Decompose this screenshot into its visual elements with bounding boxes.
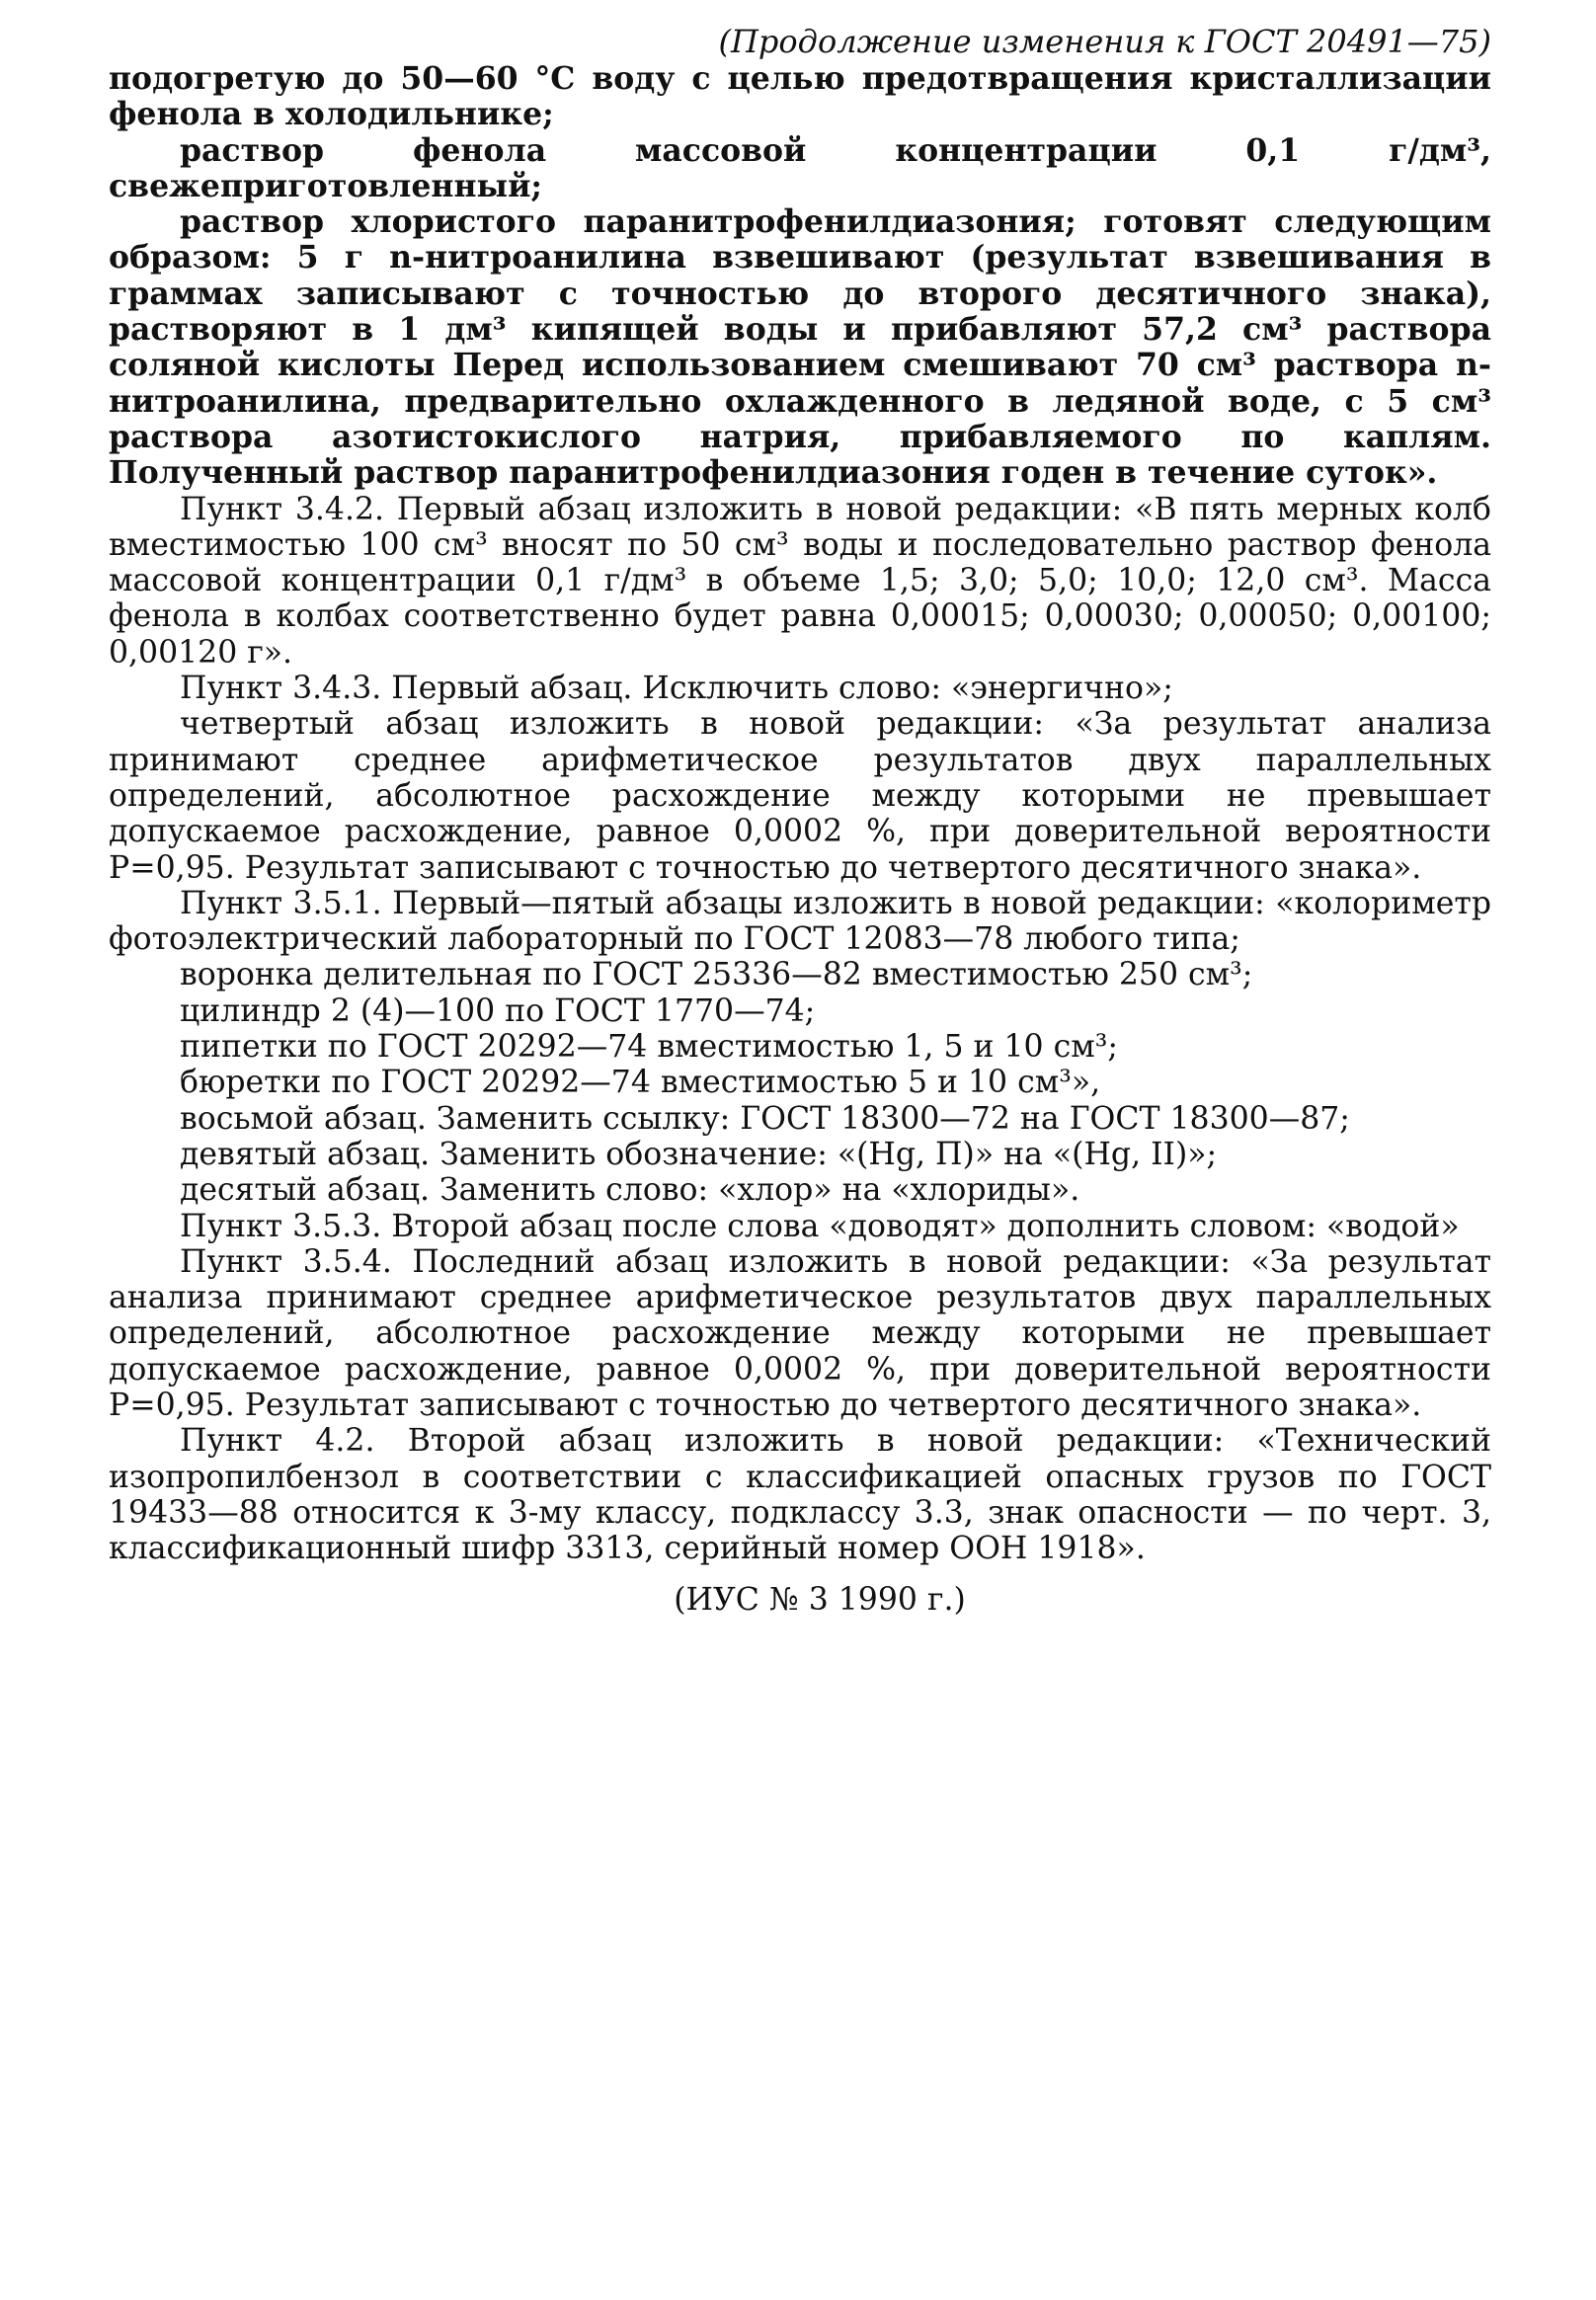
page-header: (Продолжение изменения к ГОСТ 20491—75) — [718, 23, 1491, 60]
paragraph-item-3-5-1: Пункт 3.5.1. Первый—пятый абзацы изложить в новой редакции: «колориметр фотоэлектрический лабораторный по ГОСТ 12083—78 любого типа; — [109, 885, 1491, 958]
paragraph-diazonium-solution: раствор хлористого паранитрофенилдиазония; готовят следующим образом: 5 г n-нитроанилина взвешивают (результат взвешивания в граммах записывают с точностью до второго десятичного знака), растворяют в 1 дм³ кипящей воды и прибавляют 57,2 см³ раствора соляной кислоты Перед использованием смешивают 70 см³ раствора n-нитроанилина, предварительно охлажденного в ледяной воде, с 5 см³ раствора азотистокислого натрия, прибавляемого по каплям. Полученный раствор паранитрофенилдиазония годен в течение суток». — [109, 203, 1491, 492]
paragraph-item-3-4-3: Пункт 3.4.3. Первый абзац. Исключить слово: «энергично»; — [180, 671, 1173, 707]
paragraph-eighth-abzac: восьмой абзац. Заменить ссылку: ГОСТ 18300—72 на ГОСТ 18300—87; — [180, 1100, 1350, 1137]
paragraph-fourth-abzac: четвертый абзац изложить в новой редакции: «За результат анализа принимают среднее арифметическое результатов двух параллельных определений, абсолютное расхождение между которыми не превышает допускаемое расхождение, равное 0,0002 %, при доверительной вероятности P=0,95. Результат записывают с точностью до четвертого десятичного знака». — [109, 706, 1491, 886]
source-reference: (ИУС № 3 1990 г.) — [674, 1582, 966, 1619]
paragraph-cylinder: цилиндр 2 (4)—100 по ГОСТ 1770—74; — [180, 992, 816, 1029]
paragraph-continuation: подогретую до 50—60 °С воду с целью предотвращения кристаллизации фенола в холодильнике; — [109, 60, 1491, 133]
paragraph-burettes: бюретки по ГОСТ 20292—74 вместимостью 5 и 10 см³», — [180, 1065, 1101, 1101]
paragraph-item-3-4-2: Пункт 3.4.2. Первый абзац изложить в новой редакции: «В пять мерных колб вместимостью 100 см³ вносят по 50 см³ воды и последовательно раствор фенола массовой концентрации 0,1 г/дм³ в объеме 1,5; 3,0; 5,0; 10,0; 12,0 см³. Масса фенола в колбах соответственно будет равна 0,00015; 0,00030; 0,00050; 0,00100; 0,00120 г». — [109, 491, 1491, 671]
paragraph-ninth-abzac: девятый абзац. Заменить обозначение: «(Hg, П)» на «(Hg, II)»; — [180, 1136, 1218, 1172]
document-page — [109, 22, 1491, 1619]
paragraph-item-4-2: Пункт 4.2. Второй абзац изложить в новой редакции: «Технический изопропилбензол в соответствии с классификацией опасных грузов по ГОСТ 19433—88 относится к 3-му классу, подклассу 3.3, знак опасности — по черт. 3, классификационный шифр 3313, серийный номер ООН 1918». — [109, 1423, 1491, 1567]
paragraph-pipettes: пипетки по ГОСТ 20292—74 вместимостью 1, 5 и 10 см³; — [180, 1029, 1118, 1066]
paragraph-funnel: воронка делительная по ГОСТ 25336—82 вместимостью 250 см³; — [180, 957, 1253, 993]
paragraph-item-3-5-3: Пункт 3.5.3. Второй абзац после слова «доводят» дополнить словом: «водой» — [180, 1208, 1460, 1244]
paragraph-tenth-abzac: десятый абзац. Заменить слово: «хлор» на «хлориды». — [180, 1172, 1080, 1209]
paragraph-phenol-solution: раствор фенола массовой концентрации 0,1 г/дм³, свежеприготовленный; — [109, 131, 1491, 204]
paragraph-item-3-5-4: Пункт 3.5.4. Последний абзац изложить в новой редакции: «За результат анализа принимают среднее арифметическое результатов двух параллельных определений, абсолютное расхождение между которыми не превышает допускаемое расхождение, равное 0,0002 %, при доверительной вероятности P=0,95. Результат записывают с точностью до четвертого десятичного знака». — [109, 1243, 1491, 1423]
